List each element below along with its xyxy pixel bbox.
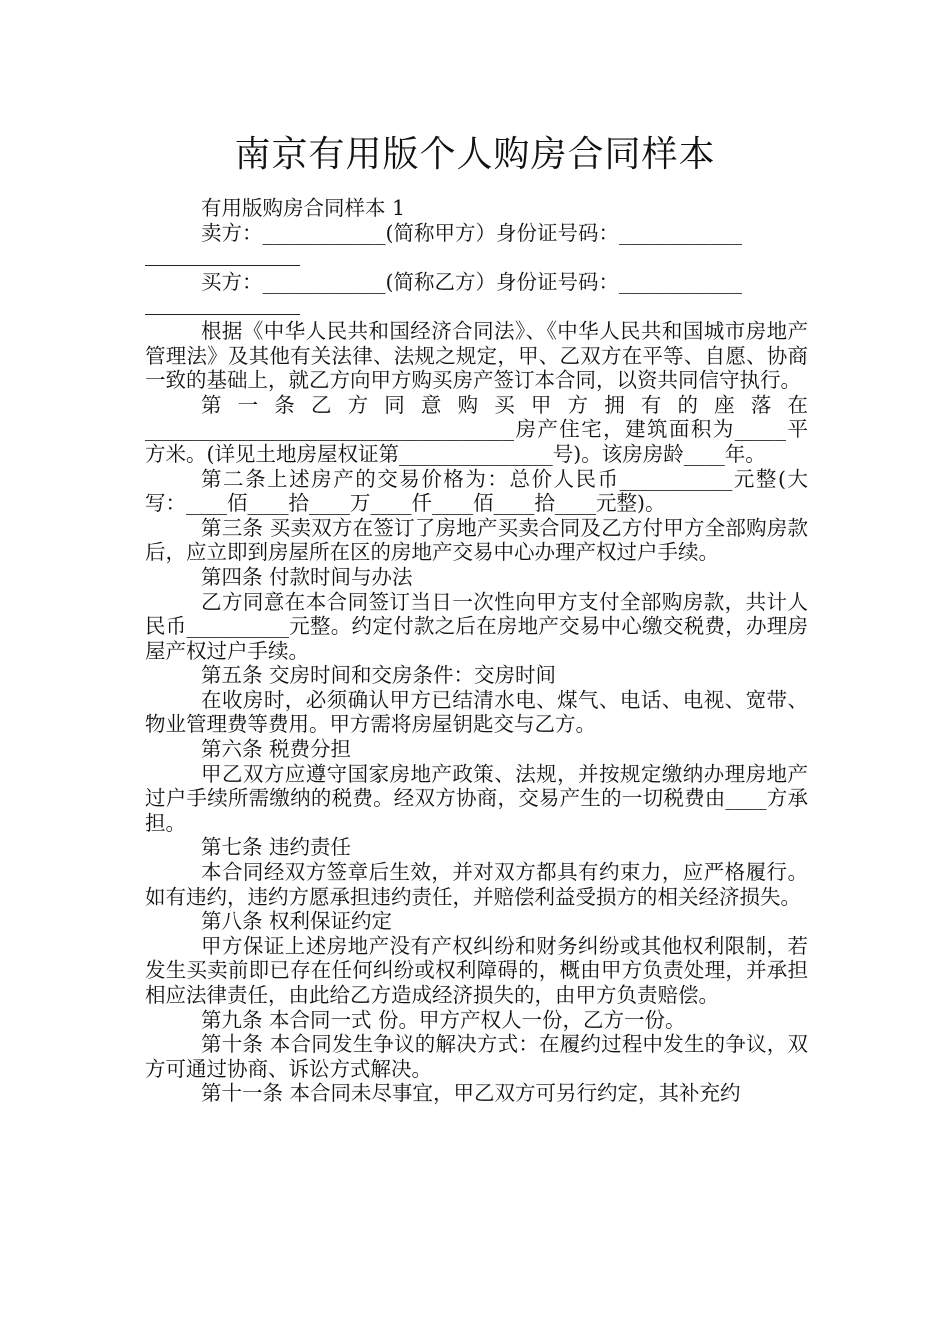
paragraph-article-10: 第十条 本合同发生争议的解决方式：在履约过程中发生的争议，双方可通过协商、诉讼方式解决。 — [145, 1032, 808, 1081]
document-title: 南京有用版个人购房合同样本 — [234, 134, 716, 175]
paragraph-article-1: 第一条乙方同意购买甲方拥有的座落在____________________________________房产住宅，建筑面积为_____平方米。(详见土地房屋权证第_______________号)。该房房龄____年。 — [145, 392, 808, 466]
paragraph-article-4-heading: 第四条 付款时间与办法 — [201, 564, 413, 589]
paragraph-article-8-heading: 第八条 权利保证约定 — [201, 909, 393, 934]
paragraph-sample-heading: 有用版购房合同样本 1 — [201, 196, 406, 220]
paragraph-seller-line: 卖方：____________(简称甲方）身份证号码：____________ — [201, 220, 742, 245]
paragraph-article-9: 第九条 本合同一式 份。甲方产权人一份，乙方一份。 — [201, 1007, 686, 1032]
document-body — [145, 196, 808, 1106]
paragraph-article-3: 第三条 买卖双方在签订了房地产买卖合同及乙方付甲方全部购房款后，应立即到房屋所在区的房地产交易中心办理产权过户手续。 — [145, 515, 808, 565]
paragraph-article-2: 第二条上述房产的交易价格为：总价人民币___________元整(大写：____佰____拾____万____仟____佰____拾____元整)。 — [145, 466, 808, 516]
paragraph-article-5-body: 在收房时，必须确认甲方已结清水电、煤气、电话、电视、宽带、物业管理费等费用。甲方需将房屋钥匙交与乙方。 — [145, 687, 808, 737]
paragraph-preamble: 根据《中华人民共和国经济合同法》、《中华人民共和国城市房地产管理法》及其他有关法律、法规之规定，甲、乙双方在平等、自愿、协商一致的基础上，就乙方向甲方购买房产签订本合同，以资共同信守执行。 — [145, 318, 808, 393]
paragraph-article-5-heading: 第五条 交房时间和交房条件：交房时间 — [201, 663, 557, 688]
paragraph-buyer-line: 买方：____________(简称乙方）身份证号码：____________ — [201, 269, 742, 294]
paragraph-article-7-body: 本合同经双方签章后生效，并对双方都具有约束力，应严格履行。如有违约，违约方愿承担违约责任，并赔偿利益受损方的相关经济损失。 — [145, 860, 808, 909]
paragraph-article-7-heading: 第七条 违约责任 — [201, 835, 352, 860]
paragraph-article-6-heading: 第六条 税费分担 — [201, 737, 352, 762]
seller-id-blank — [145, 245, 808, 270]
paragraph-article-8-body: 甲方保证上述房地产没有产权纠纷和财务纠纷或其他权利限制，若发生买卖前即已存在任何纠纷或权利障碍的，概由甲方负责处理，并承担相应法律责任，由此给乙方造成经济损失的，由甲方负责赔偿。 — [145, 933, 808, 1007]
buyer-id-blank — [145, 294, 808, 319]
paragraph-article-6-body: 甲乙双方应遵守国家房地产政策、法规，并按规定缴纳办理房地产过户手续所需缴纳的税费。经双方协商，交易产生的一切税费由____方承担。 — [145, 761, 808, 835]
paragraph-article-4-body: 乙方同意在本合同签订当日一次性向甲方支付全部购房款，共计人民币__________元整。约定付款之后在房地产交易中心缴交税费，办理房屋产权过户手续。 — [145, 589, 808, 663]
paragraph-article-11: 第十一条 本合同未尽事宜，甲乙双方可另行约定，其补充约 — [201, 1081, 741, 1106]
